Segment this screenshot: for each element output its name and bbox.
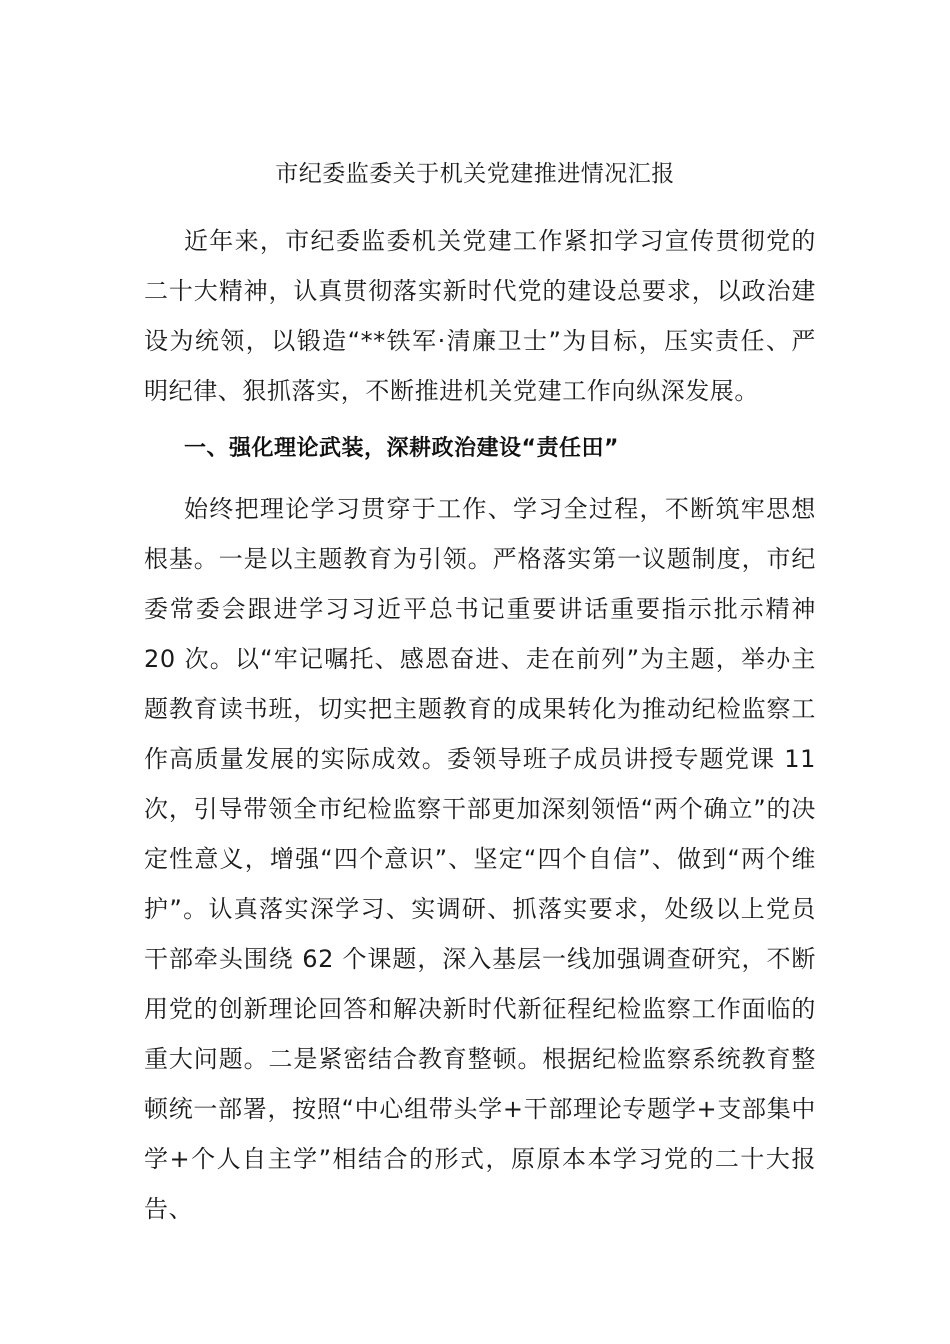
section-heading: 一、强化理论武装，深耕政治建设“责任田”: [184, 436, 619, 461]
intro-paragraph: 近年来，市纪委监委机关党建工作紧扣学习宣传贯彻党的二十大精神，认真贯彻落实新时代党的建设总要求，以政治建设为统领，以锻造“**铁军·清廉卫士”为目标，压实责任、严明纪律、狠抓落实，不断推进机关党建工作向纵深发展。: [144, 227, 816, 405]
document-title: 市纪委监委关于机关党建推进情况汇报: [275, 161, 675, 187]
section-body-paragraph: 始终把理论学习贯穿于工作、学习全过程，不断筑牢思想根基。一是以主题教育为引领。严格落实第一议题制度，市纪委常委会跟进学习习近平总书记重要讲话重要指示批示精神 20 次。以“牢记嘱托、感恩奋进、走在前列”为主题，举办主题教育读书班，切实把主题教育的成果转化为推动纪检监察工作高质量发展的实际成效。委领导班子成员讲授专题党课 11 次，引导带领全市纪检监察干部更加深刻领悟“两个确立”的决定性意义，增强“四个意识”、坚定“四个自信”、做到“两个维护”。认真落实深学习、实调研、抓落实要求，处级以上党员干部牵头围绕 62 个课题，深入基层一线加强调查研究，不断用党的创新理论回答和解决新时代新征程纪检监察工作面临的重大问题。二是紧密结合教育整顿。根据纪检监察系统教育整顿统一部署，按照“中心组带头学+干部理论专题学+支部集中学+个人自主学”相结合的形式，原原本本学习党的二十大报告、: [144, 495, 816, 1223]
